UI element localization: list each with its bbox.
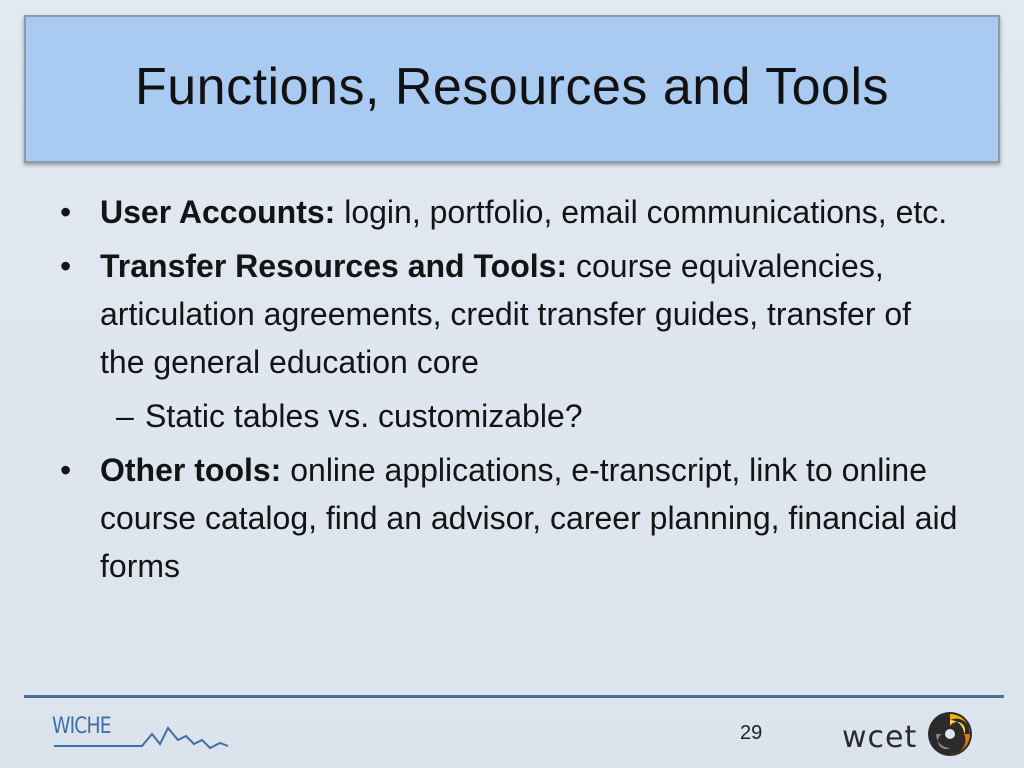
wiche-logo-text: WICHE: [52, 714, 111, 739]
footer-divider: [24, 695, 1004, 698]
wiche-logo: [52, 710, 232, 756]
bullet-marker: •: [60, 248, 72, 284]
bullet-item-other-tools: [60, 446, 960, 590]
bullet-text: login, portfolio, email communications, etc.: [335, 194, 948, 230]
bullet-item-transfer-resources: [60, 242, 960, 386]
wcet-logo: [842, 708, 977, 763]
wcet-logo-text: wcet: [842, 720, 918, 755]
bullet-heading: Other tools:: [100, 452, 282, 488]
bullet-heading: User Accounts:: [100, 194, 336, 230]
page-number: 29: [740, 722, 763, 744]
sub-bullet-item: [60, 392, 960, 440]
sub-bullet-text: Static tables vs. customizable?: [145, 398, 583, 434]
bullet-text: online applications, e-transcript, link to online course catalog, find an advisor, career planning, financial aid forms: [100, 452, 958, 584]
sub-bullet-marker: –: [116, 398, 134, 434]
bullet-item-user-accounts: [60, 188, 960, 236]
bullet-marker: •: [60, 194, 72, 230]
bullet-marker: •: [60, 452, 72, 488]
mountain-line-icon: [52, 710, 232, 756]
bullet-heading: Transfer Resources and Tools:: [100, 248, 568, 284]
bullet-list: [60, 188, 960, 596]
wcet-swirl-icon: [924, 708, 976, 760]
title-box: [24, 15, 1000, 163]
bullet-text: course equivalencies, articulation agreements, credit transfer guides, transfer of the general education core: [100, 248, 912, 380]
slide-title: Functions, Resources and Tools: [135, 58, 889, 116]
